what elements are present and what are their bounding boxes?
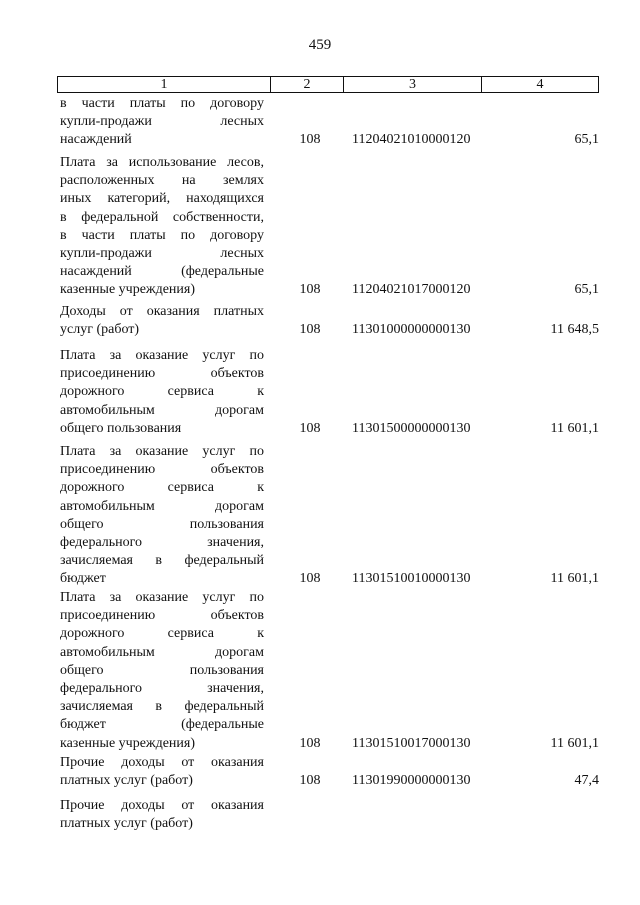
description-line: в федеральной собственности, [60, 209, 264, 225]
description-line: дорожного сервиса к [60, 626, 264, 642]
description-line: бюджет (федеральные [60, 717, 264, 733]
description-line: купли-продажи лесных [60, 246, 264, 262]
row-value: 11 648,5 [550, 322, 599, 338]
description-line: зачисляемая в федеральный [60, 553, 264, 569]
description-line: Доходы от оказания платных [60, 304, 264, 319]
description-line: автомобильным дорогам [60, 644, 264, 660]
row-kbk: 11301000000000130 [352, 322, 471, 338]
row-value: 65,1 [574, 282, 599, 298]
row-kbk: 11301510010000130 [352, 571, 471, 587]
row-code: 108 [299, 322, 321, 338]
description-line: услуг (работ) [60, 322, 140, 338]
description-line: платных услуг (работ) [60, 816, 193, 832]
description-line: Плата за оказание услуг по [60, 348, 264, 363]
row-code: 108 [299, 282, 321, 298]
description-line: общего пользования [60, 420, 182, 436]
description-line: Плата за оказание услуг по [60, 444, 264, 459]
header-col-1: 1 [58, 77, 271, 92]
header-col-3: 3 [344, 77, 482, 92]
description-line: дорожного сервиса к [60, 480, 264, 496]
row-kbk: 11301500000000130 [352, 420, 471, 436]
description-line: присоединению объектов [60, 608, 264, 624]
description-line: расположенных на землях [60, 173, 264, 189]
row-value: 11 601,1 [550, 735, 599, 751]
row-kbk: 11204021017000120 [352, 282, 471, 298]
row-code: 108 [299, 735, 321, 751]
row-code: 108 [299, 571, 321, 587]
row-value: 65,1 [574, 132, 599, 148]
row-value: 11 601,1 [550, 420, 599, 436]
description-line: федерального значения, [60, 681, 264, 697]
row-kbk: 11301990000000130 [352, 773, 471, 789]
description-line: Прочие доходы от оказания [60, 755, 264, 770]
header-col-2: 2 [271, 77, 344, 92]
row-description [60, 347, 264, 438]
row-code: 108 [299, 132, 321, 148]
description-line: дорожного сервиса к [60, 384, 264, 400]
description-line: Плата за использование лесов, [60, 155, 264, 170]
description-line: в части платы по договору [60, 96, 264, 111]
description-line: автомобильным дорогам [60, 402, 264, 418]
description-line: иных категорий, находящихся [60, 191, 264, 207]
description-line: бюджет [60, 571, 106, 587]
row-description [60, 754, 264, 790]
row-description [60, 95, 264, 150]
row-description [60, 589, 264, 753]
row-kbk: 11301510017000130 [352, 735, 471, 751]
description-line: общего пользования [60, 662, 264, 678]
row-value: 11 601,1 [550, 571, 599, 587]
row-description [60, 443, 264, 589]
description-line: автомобильным дорогам [60, 498, 264, 514]
description-line: Прочие доходы от оказания [60, 798, 264, 813]
description-line: казенные учреждения) [60, 735, 196, 751]
page-number: 459 [308, 37, 332, 53]
description-line: федерального значения, [60, 535, 264, 551]
description-line: купли-продажи лесных [60, 114, 264, 130]
description-line: насаждений (федеральные [60, 264, 264, 280]
row-description [60, 303, 264, 339]
row-code: 108 [299, 773, 321, 789]
description-line: присоединению объектов [60, 366, 264, 382]
header-col-4: 4 [536, 77, 544, 92]
description-line: Плата за оказание услуг по [60, 590, 264, 605]
row-kbk: 11204021010000120 [352, 132, 471, 148]
description-line: в части платы по договору [60, 227, 264, 243]
description-line: общего пользования [60, 516, 264, 532]
description-line: зачисляемая в федеральный [60, 699, 264, 715]
description-line: платных услуг (работ) [60, 773, 193, 789]
row-description [60, 154, 264, 300]
row-description [60, 797, 264, 833]
description-line: казенные учреждения) [60, 282, 196, 298]
row-code: 108 [299, 420, 321, 436]
description-line: насаждений [60, 132, 132, 148]
row-value: 47,4 [574, 773, 599, 789]
table-header [57, 76, 599, 93]
description-line: присоединению объектов [60, 462, 264, 478]
